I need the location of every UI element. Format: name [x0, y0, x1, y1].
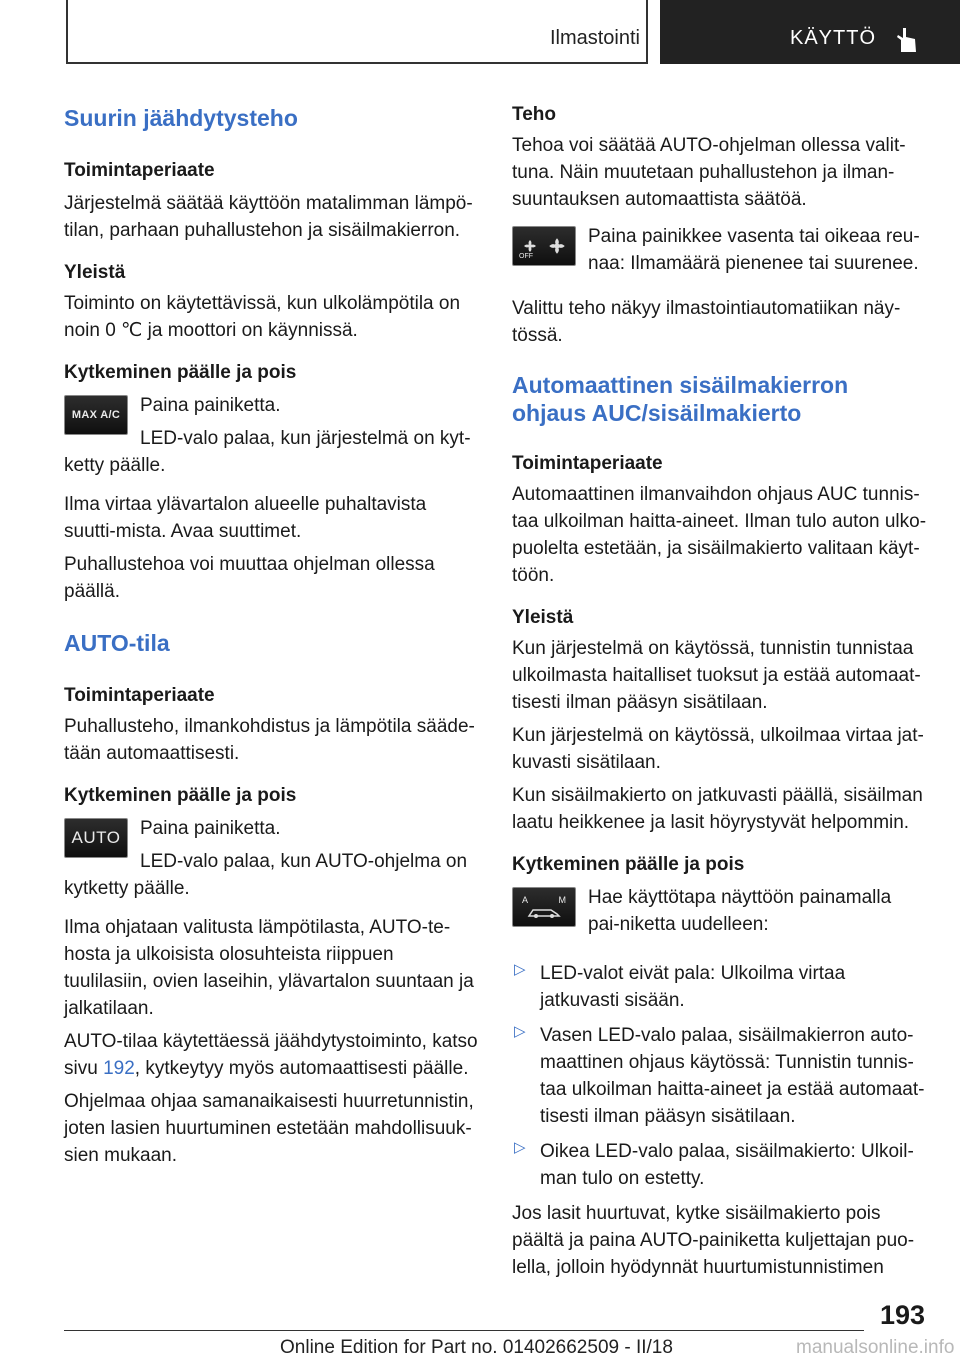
list-item-text: LED-valot eivät pala: Ulkoilma virtaa jatkuvasti sisään.	[540, 963, 846, 1011]
fan-off-label: OFF	[519, 253, 533, 260]
auto-row	[64, 815, 480, 875]
maxac-row	[64, 392, 480, 452]
fan-row	[512, 223, 928, 277]
paragraph-general-c: Kun sisäilmakierto on jatkuvasti päällä, sisäilman laatu heikkenee ja lasit höyrystyvät helpommin.	[512, 785, 923, 833]
subheading-power: Teho	[512, 104, 556, 125]
paragraph-mode: Hae käyttötapa näyttöön painamalla pai-niketta uudelleen:	[588, 887, 892, 935]
list-item	[512, 1138, 928, 1192]
paragraph-principle: Automaattinen ilmanvaihdon ohjaus AUC tunnis-taa ulkoilman haitta-aineet. Ilman tulo auton ulko-puolelta estetään, ja sisäilmakierto valitaan käyt-töön.	[512, 484, 927, 586]
paragraph-principle: Järjestelmä säätää käyttöön matalimman lämpö-tilan, parhaan puhallustehon ja sisäilmakierron.	[64, 193, 473, 241]
watermark: manualsonline.info	[796, 1337, 955, 1358]
triangle-bullet-icon: ▷	[514, 961, 526, 978]
max-ac-button-label: MAX A/C	[71, 409, 121, 421]
list-item	[512, 960, 928, 1014]
max-ac-button[interactable]	[64, 395, 128, 435]
auto-button-label: AUTO	[71, 828, 121, 847]
fan-button[interactable]	[512, 226, 576, 266]
heading-auto-mode: AUTO-tila	[64, 630, 170, 656]
subheading-principle: Toimintaperiaate	[64, 160, 215, 181]
heading-auc: Automaattinen sisäilmakierron ohjaus AUC/sisäilmakierto	[512, 372, 849, 426]
auto-cooling-text-b: , kytkeytyy myös automaattisesti päälle.	[134, 1058, 469, 1079]
paragraph-power: Tehoa voi säätää AUTO-ohjelman ollessa valit-tuna. Näin muutetaan puhallustehon ja ilman-suuntauksen automaattista säätöä.	[512, 135, 906, 210]
page-number: 193	[880, 1300, 926, 1330]
paragraph-fog-sensor: Ohjelmaa ohjaa samanaikaisesti huurretunnistin, joten lasien huurtuminen estetään mahdollisuuk-sien mukaan.	[64, 1091, 474, 1166]
subheading-general: Yleistä	[64, 262, 126, 283]
auc-button-letters	[522, 895, 566, 905]
chapter-tab-label: KÄYTTÖ	[790, 27, 877, 49]
list-item-text: Oikea LED-valo palaa, sisäilmakierto: Ulkoil-man tulo on estetty.	[540, 1141, 914, 1189]
auto-button[interactable]	[64, 818, 128, 858]
triangle-bullet-icon: ▷	[514, 1139, 526, 1156]
paragraph-air-direction: Ilma ohjataan valitusta lämpötilasta, AUTO-te-hosta ja ulkoisista olosuhteista riippuen tuulilasiin, ovien laseihin, ylävartalon suuntaan ja jalkatilaan.	[64, 917, 474, 1019]
auc-a-label: A	[522, 895, 529, 905]
paragraph-fogging: Jos lasit huurtuvat, kytke sisäilmakierto pois päältä ja paina AUTO-painiketta kuljettajan puo-lella, jolloin hyödynnät huurtumistunnistimen	[512, 1203, 915, 1278]
paragraph-general-a: Kun järjestelmä on käytössä, tunnistin tunnistaa ulkoilmasta haitalliset tuoksut ja estää automaat-tisesti ilman pääsyn sisätilaan.	[512, 638, 921, 713]
paragraph-general: Toiminto on käytettävissä, kun ulkolämpötila on noin 0 ℃ ja moottori on käynnissä.	[64, 293, 461, 341]
subheading-principle: Toimintaperiaate	[512, 453, 663, 474]
paragraph-auto-cooling	[64, 1028, 480, 1082]
paragraph-blower: Puhallustehoa voi muuttaa ohjelman ollessa päällä.	[64, 554, 435, 602]
right-column	[512, 100, 928, 1281]
subheading-switch: Kytkeminen päälle ja pois	[64, 362, 297, 383]
subheading-switch: Kytkeminen päälle ja pois	[512, 854, 745, 875]
paragraph-press: Paina painiketta.	[140, 395, 281, 416]
pointing-hand-icon	[893, 26, 921, 54]
subheading-principle: Toimintaperiaate	[64, 685, 215, 706]
auto-cooling-text-a: AUTO-tilaa käytettäessä jäähdytystoiminto, katso sivu	[64, 1031, 478, 1079]
subheading-general: Yleistä	[512, 607, 574, 628]
subheading-switch: Kytkeminen päälle ja pois	[64, 785, 297, 806]
auc-row	[512, 884, 928, 938]
paragraph-shown: Valittu teho näkyy ilmastointiautomatiikan näy-tössä.	[512, 298, 901, 346]
paragraph-general-b: Kun järjestelmä on käytössä, ulkoilmaa virtaa jat-kuvasti sisätilaan.	[512, 725, 924, 773]
paragraph-press: Paina painiketta.	[140, 818, 281, 839]
car-recirculation-icon	[527, 905, 561, 919]
fan-small-icon	[523, 239, 537, 253]
left-column	[64, 100, 480, 1169]
paragraph-led-continued: kytketty päälle.	[64, 878, 190, 899]
triangle-bullet-icon: ▷	[514, 1023, 526, 1040]
footer-edition: Online Edition for Part no. 01402662509 - II/18	[280, 1337, 673, 1358]
section-title: Ilmastointi	[549, 27, 640, 49]
paragraph-led: LED-valo palaa, kun järjestelmä on kyt-	[140, 428, 471, 449]
list-item	[512, 1022, 928, 1130]
paragraph-led-continued: ketty päälle.	[64, 455, 166, 476]
paragraph-air: Ilma virtaa ylävartalon alueelle puhaltavista suutti-mista. Avaa suuttimet.	[64, 494, 427, 542]
paragraph-led: LED-valo palaa, kun AUTO-ohjelma on	[140, 851, 468, 872]
list-item-text: Vasen LED-valo palaa, sisäilmakierron auto-maattinen ohjaus käytössä: Tunnistin tunnis-taa ulkoilman haitta-aineet ja estää automaat-tisesti ilman pääsyn sisätilaan.	[540, 1025, 925, 1127]
footer-divider	[64, 1330, 864, 1331]
fan-large-icon	[548, 237, 566, 255]
auc-m-label: M	[558, 895, 566, 905]
heading-max-cooling: Suurin jäähdytysteho	[64, 105, 298, 131]
paragraph-fan: Paina painikkee vasenta tai oikeaa reu-naa: Ilmamäärä pienenee tai suurenee.	[588, 226, 920, 274]
page-link-192[interactable]: 192	[103, 1058, 135, 1079]
auc-button[interactable]	[512, 887, 576, 927]
paragraph-principle: Puhallusteho, ilmankohdistus ja lämpötila sääde-tään automaattisesti.	[64, 716, 475, 764]
